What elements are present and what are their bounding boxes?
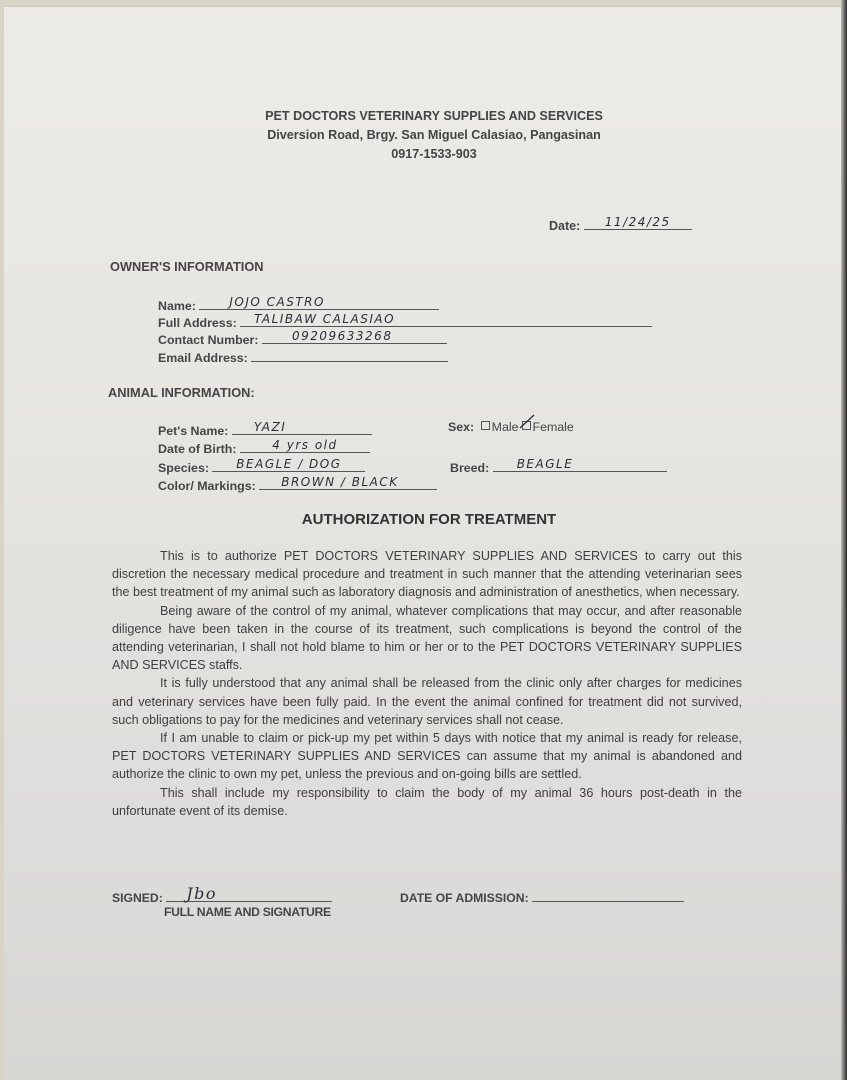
owner-contact-value: 09209633268 [291, 329, 393, 343]
admission-date-field[interactable] [400, 887, 684, 905]
authorization-paragraph: This shall include my responsibility to claim the body of my animal 36 hours post-death in the unfortunate event of its demise. [112, 785, 742, 818]
date-field[interactable] [549, 215, 692, 233]
animal-section-title: ANIMAL INFORMATION: [108, 385, 255, 400]
owner-contact-label: Contact Number: [158, 333, 259, 347]
date-label: Date: [549, 219, 581, 233]
authorization-body [112, 547, 742, 820]
letterhead [204, 107, 664, 164]
species-value: BEAGLE / DOG [236, 457, 342, 471]
signed-caption: FULL NAME AND SIGNATURE [164, 905, 331, 919]
owner-email-label: Email Address: [158, 351, 248, 365]
owner-name-label: Name: [158, 299, 196, 313]
date-value: 11/24/25 [604, 215, 671, 229]
admission-date-label: DATE OF ADMISSION: [400, 891, 529, 905]
authorization-paragraph: If I am unable to claim or pick-up my pet within 5 days with notice that my animal is ready for release, PET DOCTORS VETERINARY SUPPLIES AND SERVICES can assume that my animal is abandoned and authorize the clinic to own my pet, unless the previous and on-going bills are settled. [112, 731, 742, 782]
dob-label: Date of Birth: [158, 442, 237, 456]
sex-label: Sex: [448, 420, 475, 434]
owner-contact-field[interactable] [158, 329, 447, 347]
breed-field[interactable] [450, 457, 667, 475]
owner-address-value: TALIBAW CALASIAO [254, 312, 396, 326]
color-label: Color/ Markings: [158, 479, 256, 493]
signed-field[interactable] [112, 884, 332, 905]
color-field[interactable] [158, 475, 437, 493]
business-name: PET DOCTORS VETERINARY SUPPLIES AND SERVICES [265, 109, 603, 123]
check-mark-icon [519, 414, 535, 430]
pet-name-value: YAZI [253, 420, 287, 434]
sex-female-checkbox[interactable] [522, 421, 531, 430]
background-edge [841, 0, 847, 1080]
owner-email-field[interactable] [158, 347, 448, 365]
pet-name-label: Pet's Name: [158, 424, 229, 438]
owner-section-title: OWNER'S INFORMATION [110, 259, 264, 274]
sex-male-checkbox[interactable] [481, 421, 490, 430]
signature-value: Jbo [186, 884, 217, 903]
color-value: BROWN / BLACK [281, 475, 399, 489]
sex-female-label: Female [532, 420, 574, 434]
business-address: Diversion Road, Brgy. San Miguel Calasiao, Pangasinan [267, 128, 601, 142]
breed-label: Breed: [450, 461, 490, 475]
sex-male-label: Male [491, 420, 519, 434]
species-field[interactable] [158, 457, 365, 475]
authorization-paragraph: This is to authorize PET DOCTORS VETERINARY SUPPLIES AND SERVICES to carry out this discretion the necessary medical procedure and treatment in such manner that the attending veterinarian sees the best treatment of my animal such as laboratory diagnosis and administration of anesthetics, when necessary. [112, 549, 742, 600]
owner-address-label: Full Address: [158, 316, 237, 330]
document-page [4, 7, 841, 1080]
species-label: Species: [158, 461, 209, 475]
pet-name-field[interactable] [158, 420, 372, 438]
dob-field[interactable] [158, 438, 370, 456]
breed-value: BEAGLE [516, 457, 574, 471]
authorization-paragraph: It is fully understood that any animal shall be released from the clinic only after charges for medicines and veterinary services have been fully paid. In the event the animal confined for treatment did not survived, such obligations to pay for the medicines and veterinary services shall not cease. [112, 676, 742, 727]
sex-field[interactable] [448, 420, 574, 434]
business-phone: 0917-1533-903 [391, 147, 477, 161]
owner-address-field[interactable] [158, 312, 652, 330]
signed-label: SIGNED: [112, 891, 163, 905]
owner-name-field[interactable] [158, 295, 439, 313]
authorization-paragraph: Being aware of the control of my animal, whatever complications that may occur, and after reasonable diligence have been taken in the course of its treatment, such complications is beyond the control of the attending veterinarian, I shall not hold blame to him or her or to the PET DOCTORS VETERINARY SUPPLIES AND SERVICES staffs. [112, 603, 742, 673]
owner-name-value: JOJO CASTRO [229, 295, 325, 309]
dob-value: 4 yrs old [272, 438, 338, 452]
authorization-title: AUTHORIZATION FOR TREATMENT [301, 511, 557, 528]
